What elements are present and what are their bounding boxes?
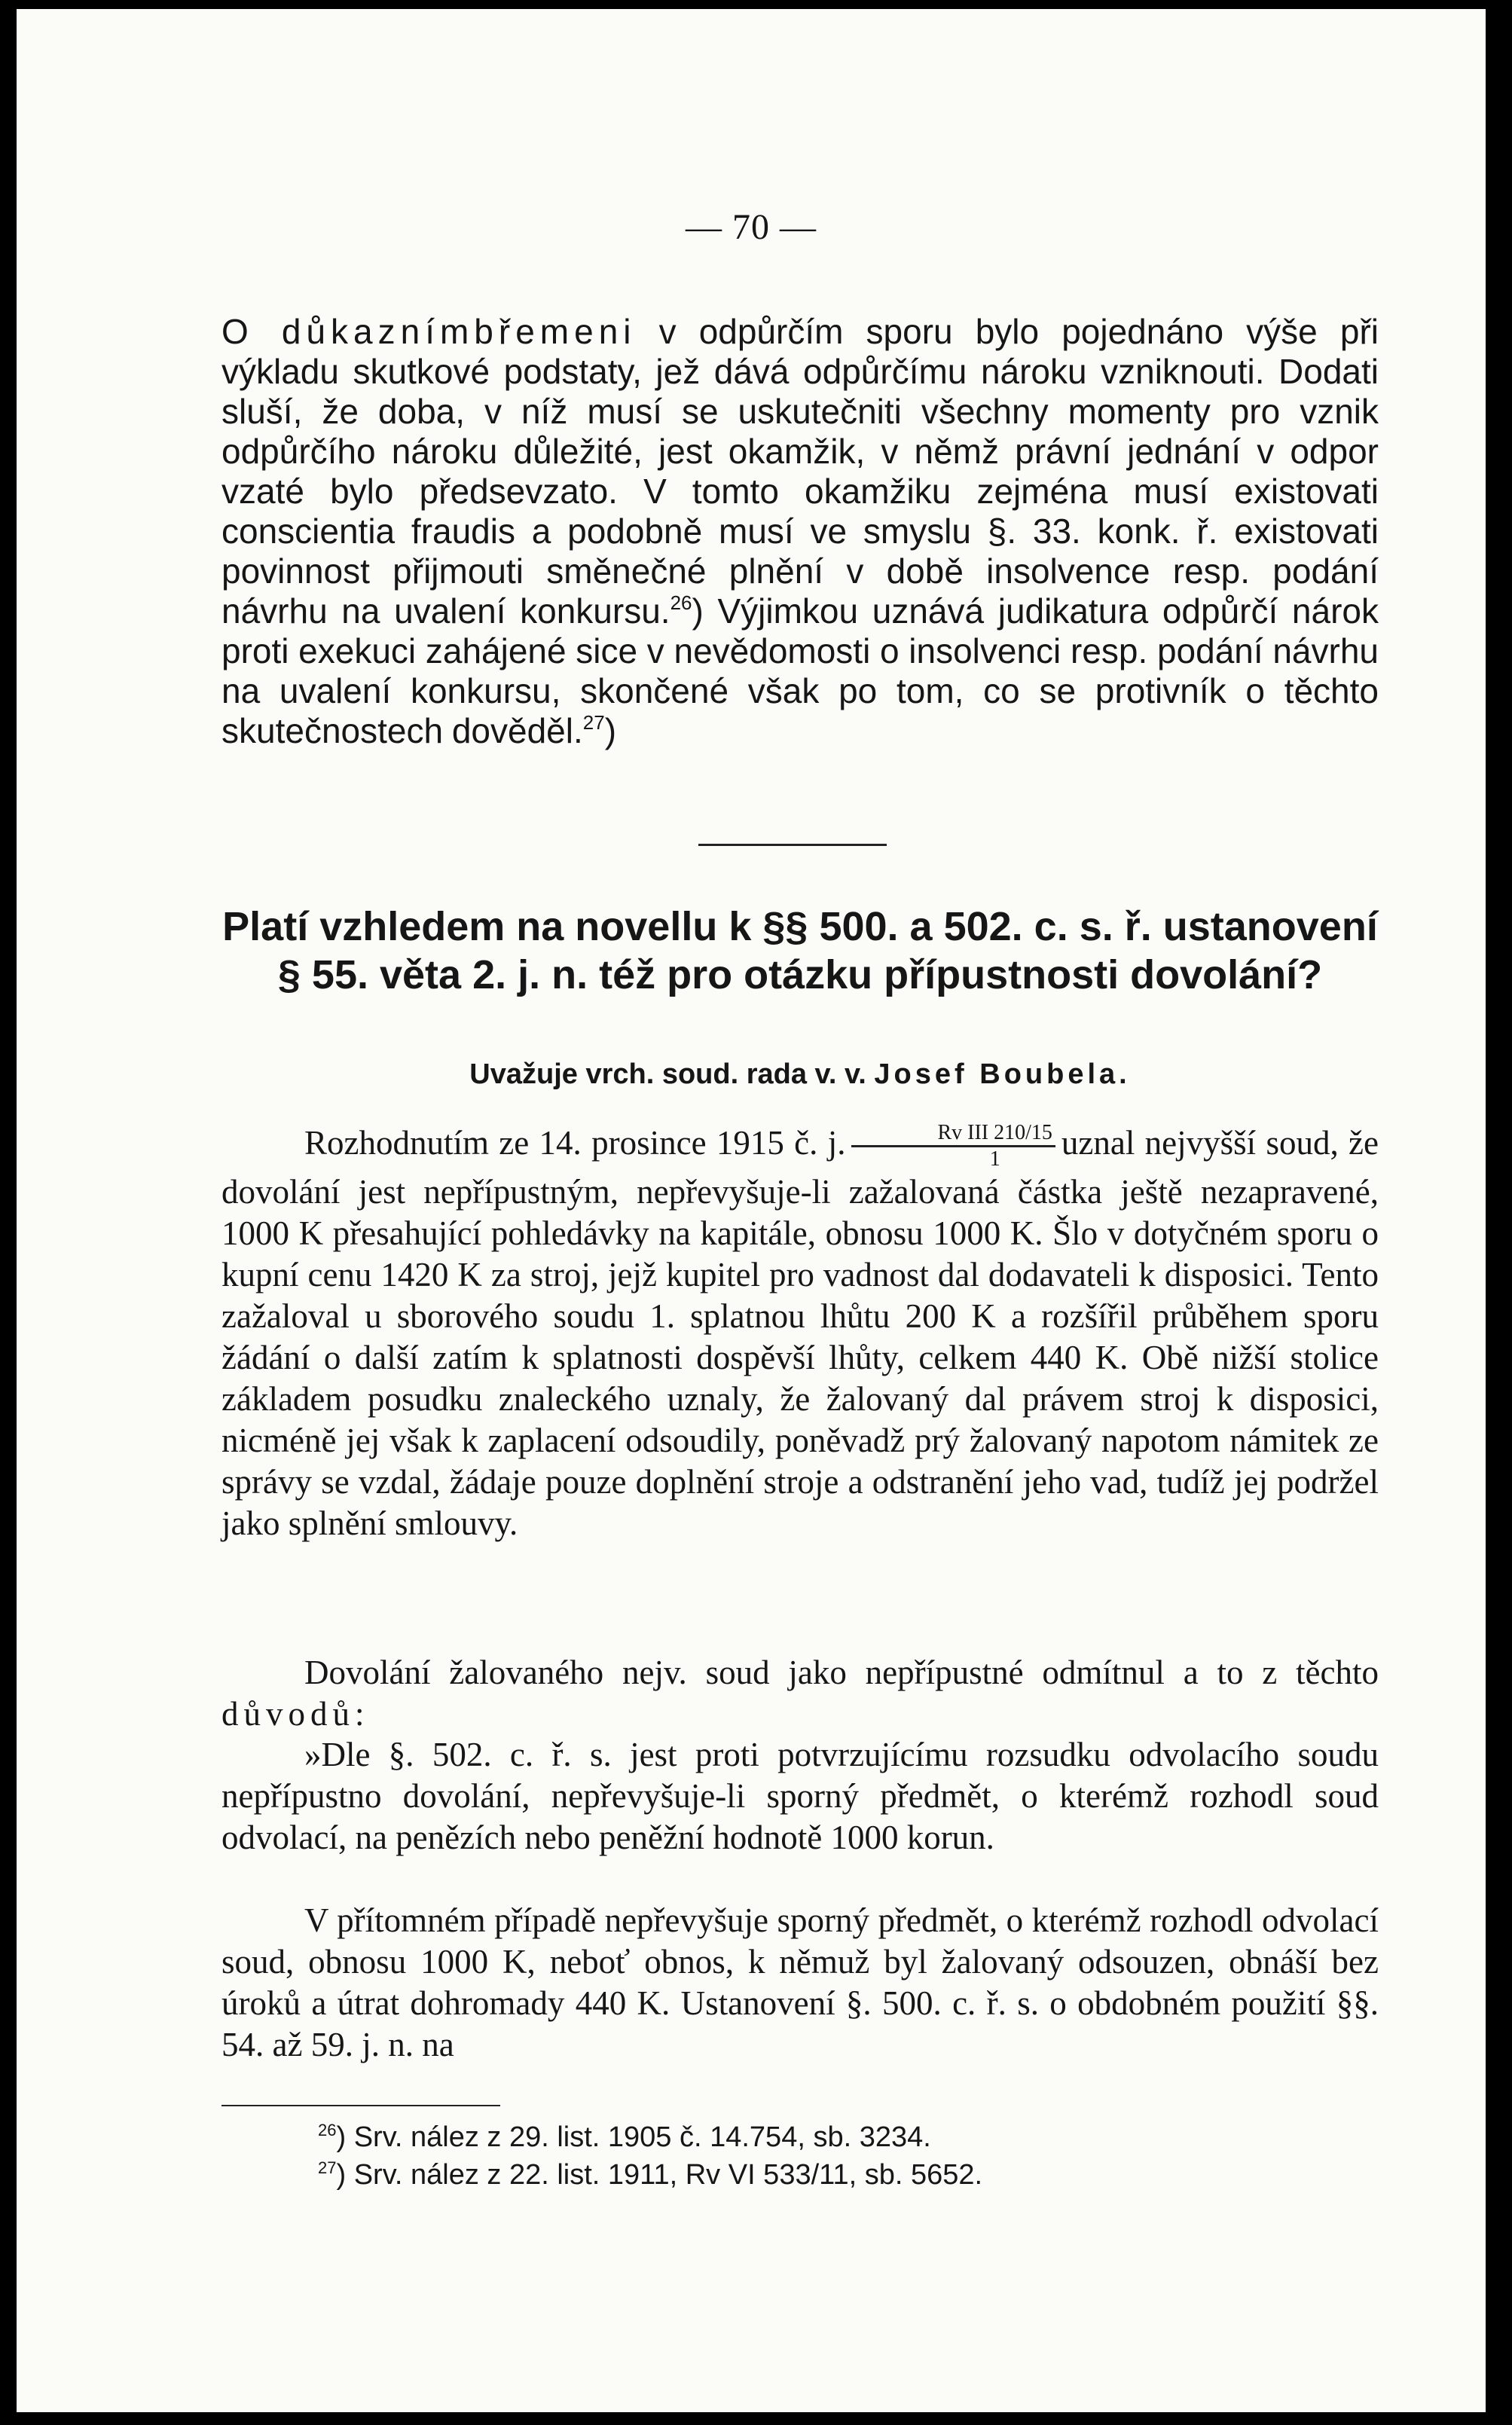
section-divider (698, 844, 887, 846)
footnote-divider (221, 2105, 500, 2106)
book-page (17, 9, 1486, 2412)
paragraph-quote: »Dle §. 502. c. ř. s. jest proti potvrzujícímu rozsudku odvolacího soudu nepřípustno dovolání, nepřevyšuje-li sporný předmět, o kterémž rozhodl soud odvolací, na penězích nebo peněžní hodnotě 1000 korun. (221, 1736, 1379, 1856)
rejection-text: Dovolání žalovaného nejv. soud jako nepřípustné odmítnul a to z těchto (304, 1654, 1379, 1691)
spaced-reasons: důvodů: (221, 1695, 370, 1733)
case-number-fraction (851, 1121, 1055, 1171)
paragraph-decision (221, 1121, 1379, 1544)
paragraph-present-case: V přítomném případě nepřevyšuje sporný předmět, o kterémž rozhodl odvolací soud, obnosu 1000 K, neboť obnos, k němuž byl žalovaný odsouzen, obnáší bez úroků a útrat dohromady 440 K. Ustanovení §. 500. c. ř. s. o obdobném použití §§. 54. až 59. j. n. na (221, 1901, 1379, 2063)
page-number: — 70 — (686, 207, 817, 247)
case-number-denominator: 1 (989, 1147, 1000, 1171)
footnote-27 (318, 2156, 982, 2194)
paragraph-text-cont: ) Výjimkou uznává judikatura odpůrčí nárok proti exekuci zahájené sice v nevědomosti o insolvenci resp. podání návrhu na uvalení konkursu, skončené však po tom, co se protivník o těchto skutečnostech dověděl. (221, 591, 1379, 750)
case-number-numerator: Rv III 210/15 (851, 1121, 1055, 1147)
footnote-mark: 27 (318, 2158, 337, 2177)
author-name: Josef Boubela. (874, 1058, 1131, 1090)
paragraph-rejection (221, 1652, 1379, 1735)
article-title: Platí vzhledem na novellu k §§ 500. a 502. c. s. ř. ustanovení § 55. věta 2. j. n. též pro otázku přípustnosti dovolání? (222, 904, 1378, 997)
paragraph-burden-of-proof (221, 312, 1379, 751)
decision-text: uznal nejvyšší soud, že dovolání jest nepřípustným, nepřevyšuje-li zažalovaná částka ještě nezapravené, 1000 K přesahující pohledávky na kapitále, obnosu 1000 K. Šlo v dotyčném sporu o kupní cenu 1420 K za stroj, jejž kupitel pro vadnost dal dodavateli k disposici. Tento zažaloval u sborového soudu 1. splatnou lhůtu 200 K a rozšířil průběhem sporu žádání o další zatím k splatnosti dospěvší lhůty, celkem 440 K. Obě nižší stolice základem posudku znaleckého uznaly, že žalovaný dal právem stroj k disposici, nicméně jej však k zaplacení odsoudily, poněvadž prý žalovaný napotom námitek ze správy se vzdal, žádaje pouze doplnění stroje a odstranění jeho vad, tudíž jej podržel jako splnění smlouvy. (221, 1123, 1379, 1542)
paragraph-text: v odpůrčím sporu bylo pojednáno výše při výkladu skutkové podstaty, jež dává odpůrčímu nároku vzniknouti. Dodati sluší, že doba, v níž musí se uskutečniti všechny momenty pro vznik odpůrčího nároku důležité, jest okamžik, v němž právní jednání v odpor vzaté bylo předsevzato. V tomto okamžiku zejména musí existovati conscientia fraudis a podobně musí ve smyslu §. 33. konk. ř. existovati povinnost přijmouti směnečné plnění v době insolvence resp. podání návrhu na uvalení konkursu. (221, 312, 1379, 631)
spaced-heading-phrase: O důkaznímbřemeni (221, 312, 637, 351)
footnote-ref-26: 26 (670, 591, 692, 614)
article-author (221, 1058, 1379, 1091)
footnote-mark: 26 (318, 2121, 337, 2139)
footnote-26 (318, 2118, 982, 2156)
paragraph-text-end: ) (604, 711, 617, 750)
author-prefix: Uvažuje vrch. soud. rada v. v. (469, 1058, 866, 1090)
footnotes (318, 2118, 982, 2194)
footnote-text: ) Srv. nález z 22. list. 1911, Rv VI 533/11, sb. 5652. (336, 2159, 983, 2191)
footnote-ref-27: 27 (582, 711, 605, 734)
footnote-text: ) Srv. nález z 29. list. 1905 č. 14.754, sb. 3234. (336, 2121, 931, 2153)
decision-intro: Rozhodnutím ze 14. prosince 1915 č. j. (304, 1123, 846, 1162)
